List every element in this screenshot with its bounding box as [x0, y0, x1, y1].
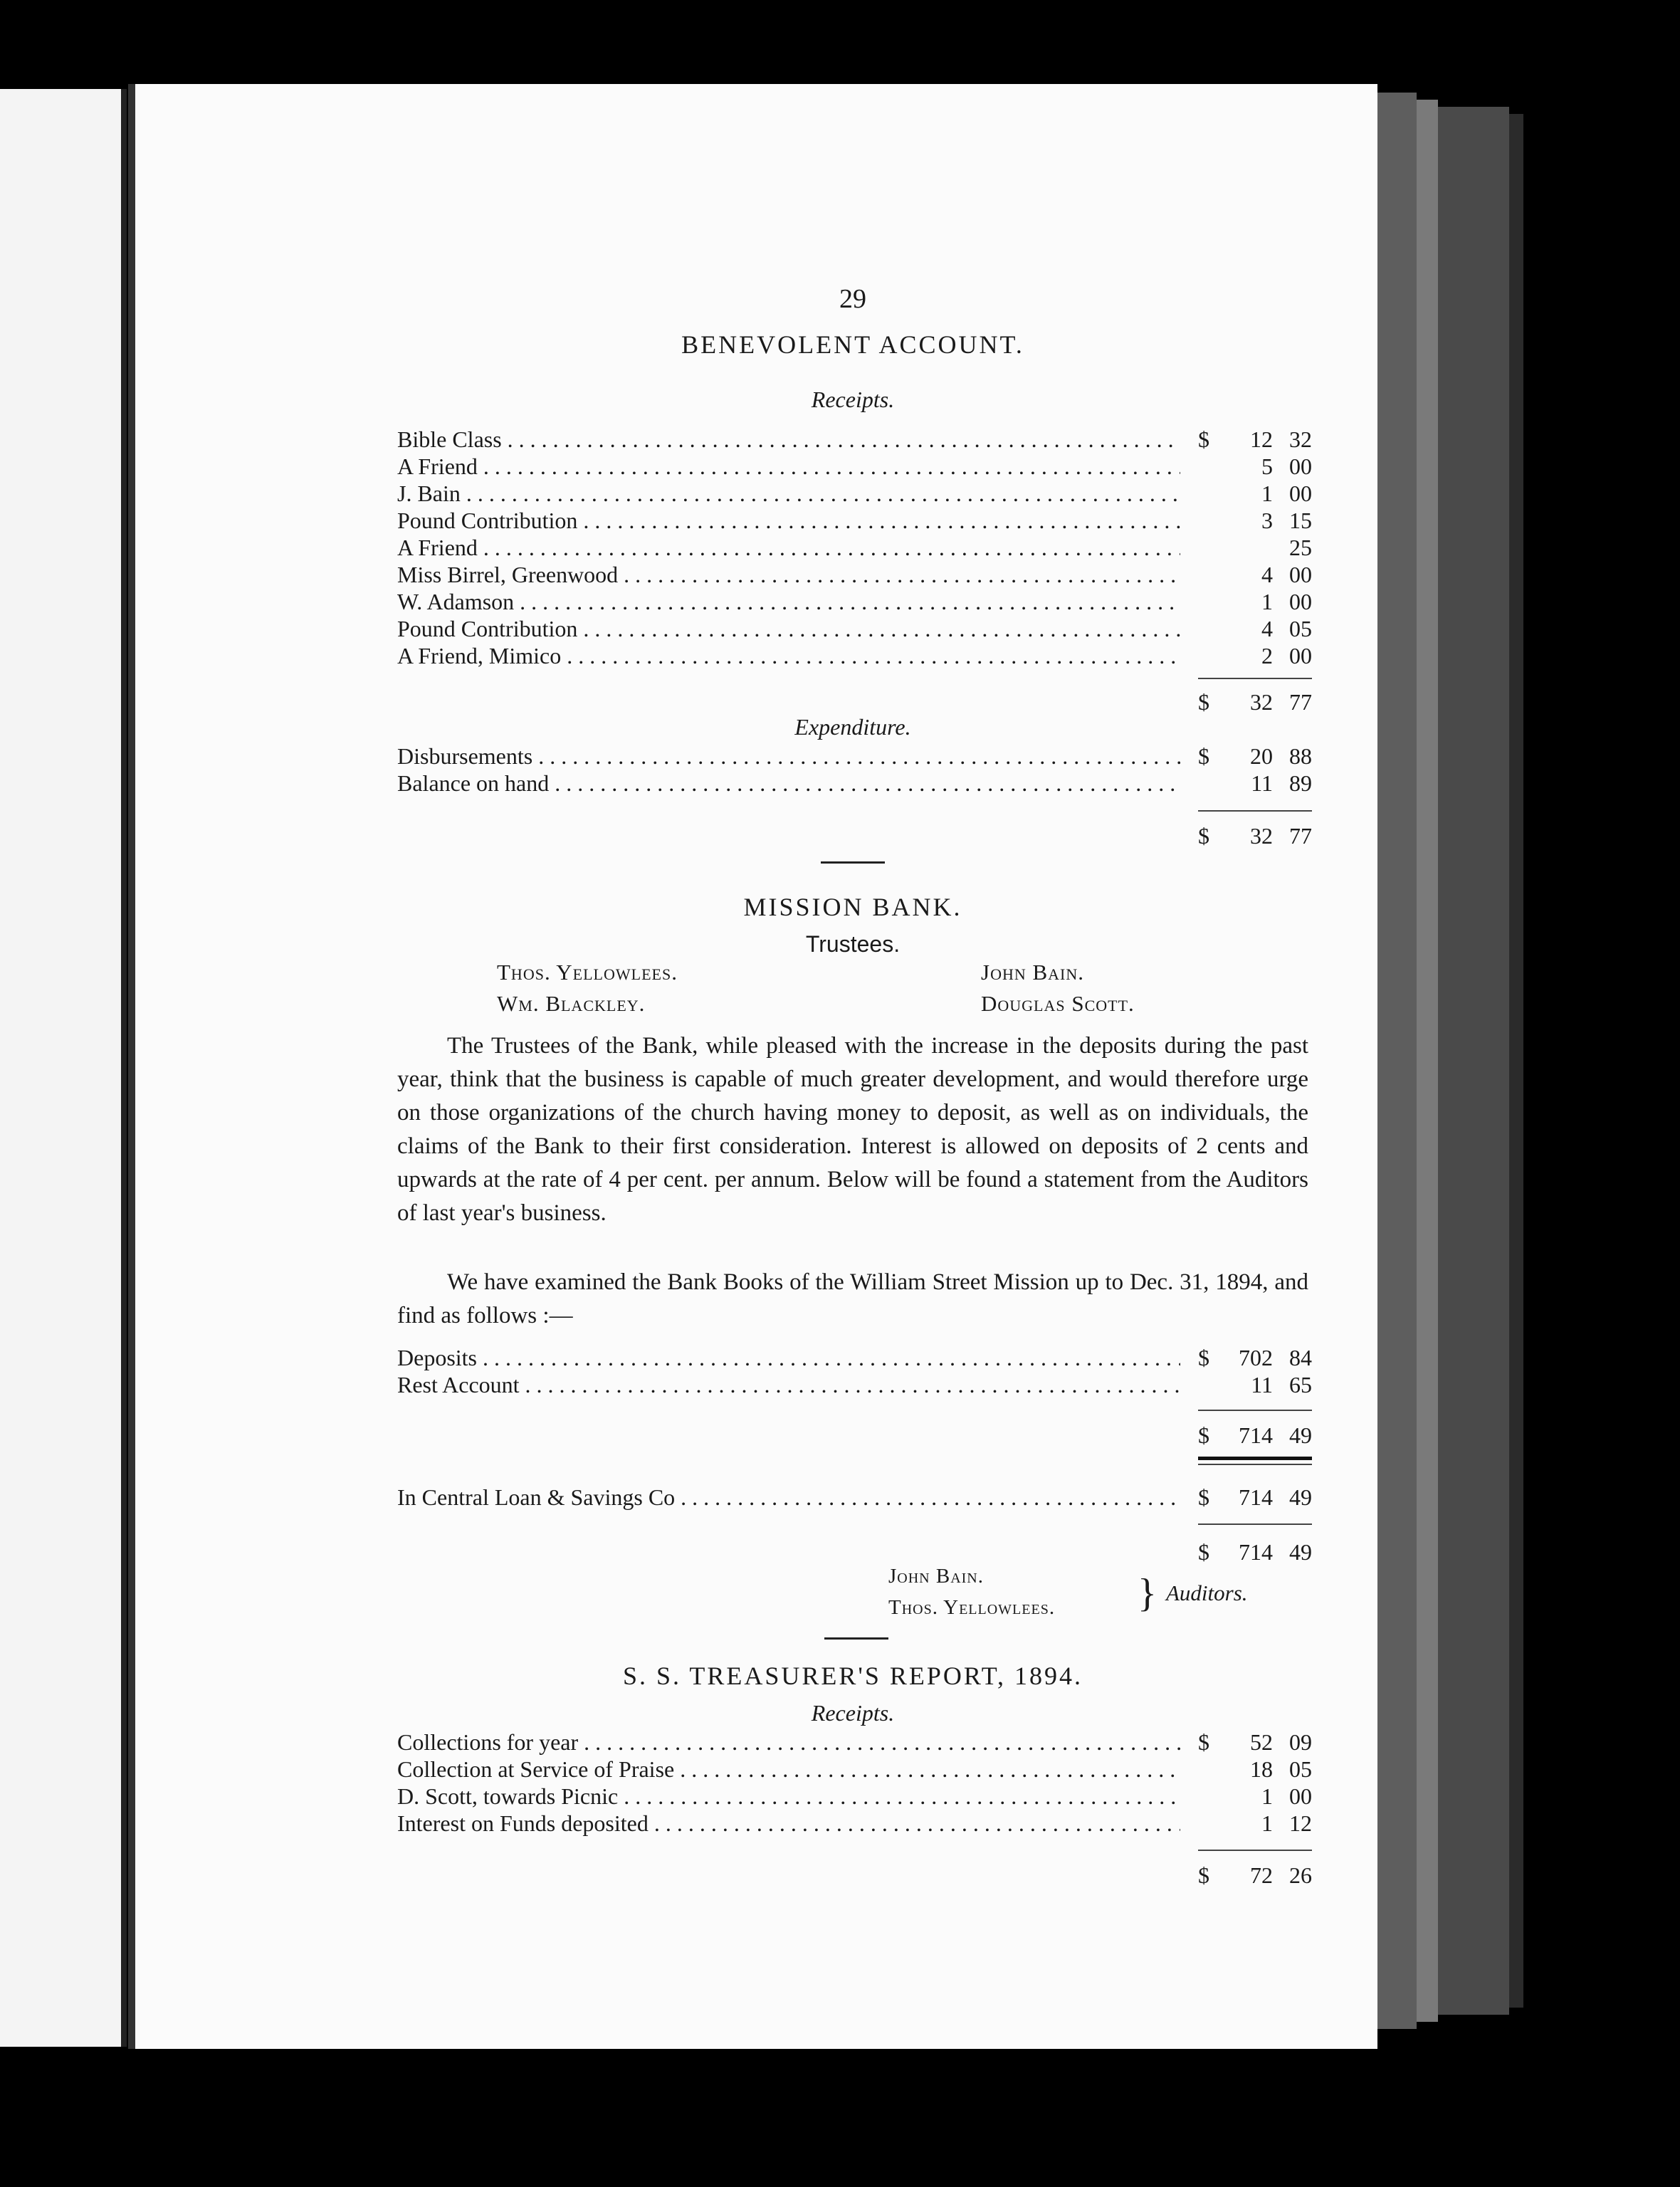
row-label: Bible Class . . . [397, 426, 1180, 453]
row-cents: 00 [1289, 453, 1312, 479]
row-dollars: 1 [1261, 481, 1273, 506]
expenditure-row [397, 770, 1312, 797]
receipt-row [397, 426, 1312, 453]
row-dollars: 1 [1261, 1783, 1273, 1809]
ss-receipts-heading: Receipts. [811, 1700, 895, 1726]
loan-row: In Central Loan & Savings Co . . . $ 714 49 [397, 1484, 1308, 1511]
receipt-row [397, 507, 1312, 534]
bank-item-row [397, 1344, 1312, 1371]
row-cents: 05 [1289, 1756, 1312, 1782]
row-dollars: 5 [1261, 453, 1273, 479]
row-label: Disbursements . . . [397, 743, 1180, 770]
row-cents: 88 [1289, 743, 1312, 769]
row-dollars: 52 [1250, 1729, 1273, 1755]
mission-bank-paragraph: We have examined the Bank Books of the William Street Mission up to Dec. 31, 1894, and find as follows :— [397, 1269, 1308, 1328]
row-label: J. Bain . . . [397, 480, 1180, 507]
row-dollars: 12 [1250, 426, 1273, 452]
rule [1198, 1410, 1312, 1411]
page-edge [1438, 107, 1509, 2015]
row-cents: 65 [1289, 1372, 1312, 1397]
trustee-name: John Bain. [981, 960, 1085, 985]
section-separator [821, 861, 885, 864]
rule [1198, 810, 1312, 812]
row-dollars: 20 [1250, 743, 1273, 769]
ss-receipt-row [397, 1729, 1312, 1756]
brace: } [1138, 1571, 1157, 1615]
double-rule [1198, 1464, 1312, 1465]
row-cents: 00 [1289, 589, 1312, 614]
row-cents: 00 [1289, 481, 1312, 506]
row-cents: 09 [1289, 1729, 1312, 1755]
rule [1198, 1850, 1312, 1851]
receipt-row [397, 642, 1312, 669]
auditor-name: John Bain. [888, 1565, 985, 1588]
loan-total: $ 714 49 [1198, 1539, 1312, 1565]
row-label: Collection at Service of Praise . . . [397, 1756, 1180, 1783]
row-dollars: 3 [1261, 508, 1273, 533]
ss-receipt-row [397, 1810, 1312, 1837]
row-dollars: 11 [1251, 770, 1273, 796]
row-label: D. Scott, towards Picnic . . . [397, 1783, 1180, 1810]
ss-receipt-row [397, 1783, 1312, 1810]
row-cents: 00 [1289, 1783, 1312, 1809]
trustees-heading: Trustees. [805, 931, 901, 957]
row-cents: 89 [1289, 770, 1312, 796]
row-cents: 25 [1289, 535, 1312, 560]
row-label: Deposits . . . [397, 1344, 1180, 1371]
row-dollars: 11 [1251, 1372, 1273, 1397]
ss-total: $ 72 26 [1198, 1862, 1312, 1888]
row-dollars: 1 [1261, 1810, 1273, 1836]
row-label: Balance on hand . . . [397, 770, 1180, 797]
row-dollars: 18 [1250, 1756, 1273, 1782]
receipt-row [397, 480, 1312, 507]
row-cents: 00 [1289, 643, 1312, 668]
document-page [128, 84, 1377, 2049]
auditor-name: Thos. Yellowlees. [888, 1596, 1056, 1619]
receipt-row [397, 453, 1312, 480]
receipt-row [397, 534, 1312, 561]
row-currency: $ [1198, 426, 1209, 452]
mission-bank-subtotal: $ 714 49 [1198, 1422, 1312, 1448]
mission-bank-paragraph: The Trustees of the Bank, while pleased with the increase in the deposits during the past year, think that the business is capable of much greater development, and would therefore urge on those organizations of the church having money to deposit, as well as on individuals, the claims of the Bank to their first consideration. Interest is allowed on deposits of 2 cents and upwards at the rate of 4 per cent. per annum. Below will be found a statement from the Auditors of last year's business. [397, 1033, 1308, 1226]
row-label: Miss Birrel, Greenwood . . . [397, 561, 1180, 588]
rule [1198, 1523, 1312, 1525]
section-separator [824, 1637, 888, 1640]
benevolent-expenditure-heading: Expenditure. [794, 714, 911, 740]
row-currency: $ [1198, 1729, 1209, 1755]
row-cents: 15 [1289, 508, 1312, 533]
double-rule [1198, 1457, 1312, 1460]
trustee-name: Douglas Scott. [981, 991, 1135, 1016]
left-page-edge [0, 89, 127, 2047]
row-label: Interest on Funds deposited . . . [397, 1810, 1180, 1837]
row-cents: 32 [1289, 426, 1312, 452]
row-label: A Friend . . . [397, 534, 1180, 561]
receipt-row [397, 615, 1312, 642]
row-dollars: 4 [1261, 562, 1273, 587]
row-cents: 84 [1289, 1345, 1312, 1370]
row-currency: $ [1198, 1345, 1209, 1370]
row-label: Pound Contribution . . . [397, 507, 1180, 534]
receipt-row [397, 588, 1312, 615]
mission-bank-title: MISSION BANK. [743, 893, 962, 921]
receipt-row [397, 561, 1312, 588]
benevolent-receipts-heading: Receipts. [811, 387, 895, 412]
benevolent-title: BENEVOLENT ACCOUNT. [681, 330, 1024, 359]
row-label: Rest Account . . . [397, 1371, 1180, 1398]
auditors-label: Auditors. [1166, 1580, 1248, 1605]
row-dollars: 4 [1261, 616, 1273, 641]
page-edge [1417, 100, 1438, 2022]
expenditure-row [397, 743, 1312, 770]
row-currency: $ [1198, 743, 1209, 769]
row-label: A Friend . . . [397, 453, 1180, 480]
benevolent-receipts-total: $ 32 77 [1198, 689, 1312, 715]
bank-item-row [397, 1371, 1312, 1398]
row-label: A Friend, Mimico . . . [397, 642, 1180, 669]
row-cents: 12 [1289, 1810, 1312, 1836]
trustee-name: Thos. Yellowlees. [497, 960, 678, 985]
row-dollars: 2 [1261, 643, 1273, 668]
row-cents: 00 [1289, 562, 1312, 587]
benevolent-expenditure-total: $ 32 77 [1198, 823, 1312, 849]
page-edge [1509, 114, 1523, 2008]
trustee-name: Wm. Blackley. [497, 991, 646, 1016]
row-label: Collections for year . . . [397, 1729, 1180, 1756]
row-dollars: 702 [1239, 1345, 1273, 1370]
ss-treasurer-title: S. S. TREASURER'S REPORT, 1894. [622, 1662, 1083, 1690]
row-dollars: 1 [1261, 589, 1273, 614]
page-edge [1377, 93, 1417, 2029]
page-number: 29 [839, 284, 866, 314]
row-cents: 05 [1289, 616, 1312, 641]
row-label: W. Adamson . . . [397, 588, 1180, 615]
row-label: Pound Contribution . . . [397, 615, 1180, 642]
ss-receipt-row [397, 1756, 1312, 1783]
rule [1198, 678, 1312, 679]
